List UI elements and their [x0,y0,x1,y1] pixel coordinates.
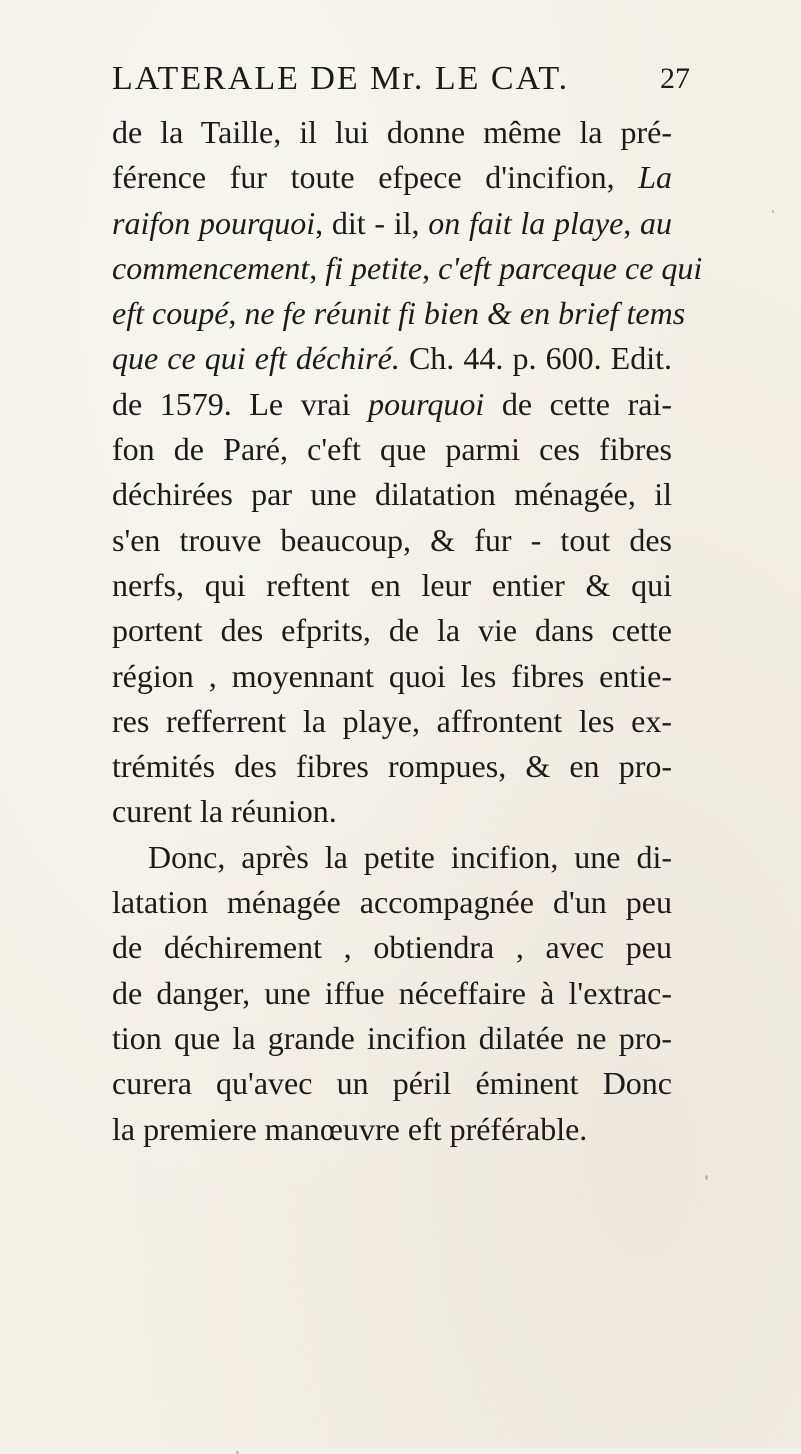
text-line [112,971,672,1016]
text-line [112,880,672,925]
text-run: , [228,295,245,332]
text-line [112,382,672,427]
page-number: 27 [660,62,690,95]
text-run: férence fur toute efpece d'incifion, [112,159,639,196]
text-line [112,155,672,200]
italic-run: fi petite [325,249,423,286]
text-line [112,472,672,517]
text-line [112,1016,672,1061]
text-run: tion que la grande incifion dilatée ne pro- [112,1019,672,1056]
text-line [112,654,672,699]
text-run: latation ménagée accompagnée d'un peu [112,884,672,921]
text-run: trémités des fibres rompues, & en pro- [112,748,672,785]
text-run: la premiere manœuvre eft préférable. [112,1110,588,1147]
text-run: de la Taille, il lui donne même la pré- [112,114,672,150]
text-line [112,427,672,472]
italic-run: eft coupé [112,295,229,332]
text-line [112,201,672,246]
text-run: , [422,249,439,286]
text-run: fon de Paré, c'eft que parmi ces fibres [112,431,672,468]
italic-run: c'eft parceque ce qui [438,249,703,286]
italic-run: La [638,159,672,196]
running-title: LATERALE DE Mr. LE CAT. [112,60,570,97]
body-text [112,110,703,1152]
italic-run: que ce qui eft déchiré. [112,340,400,377]
text-run: , [623,204,641,241]
text-run: curera qu'avec un péril éminent Donc [112,1065,672,1102]
text-line [112,608,672,653]
italic-run: pourquoi [368,385,485,422]
text-line [112,699,672,744]
text-run: de cette rai- [484,385,673,422]
text-run: de danger, une iffue néceffaire à l'extrac- [112,974,672,1011]
text-line [112,789,672,834]
text-line [112,246,703,291]
italic-run: commencement [112,249,310,286]
text-run: Donc, après la petite incifion, une di- [148,838,672,875]
text-run: de 1579. Le vrai [112,385,369,422]
text-run: portent des efprits, de la vie dans cette [112,612,672,649]
text-line [112,744,672,789]
text-line [112,1107,672,1152]
italic-run: on fait la playe [428,204,624,241]
italic-run: raifon pourquoi [112,204,316,241]
text-run: nerfs, qui reftent en leur entier & qui [112,566,672,603]
running-head [0,60,801,108]
italic-run: ne fe réunit fi bien & en brief tems [244,295,686,332]
text-line [112,110,672,155]
text-line [112,925,672,970]
text-run: région , moyennant quoi les fibres entie- [112,657,672,694]
text-run: déchirées par une dilatation ménagée, il [112,476,672,513]
text-line [112,835,672,880]
text-line [112,1061,672,1106]
text-run: de déchirement , obtiendra , avec peu [112,929,672,966]
text-line [112,291,686,336]
text-run: s'en trouve beaucoup, & fur - tout des [112,521,672,558]
text-run: , dit - il, [315,204,429,241]
text-run: curent la réunion. [112,793,337,830]
text-line [112,563,672,608]
text-run: , [309,249,326,286]
text-line [112,336,672,381]
paper-speck [705,1175,708,1180]
italic-run: au [640,204,673,241]
text-run: Ch. 44. p. 600. Edit. [399,340,673,377]
text-line [112,518,672,563]
text-run: res refferrent la playe, affrontent les ex- [112,702,672,739]
paper-speck [772,210,774,213]
